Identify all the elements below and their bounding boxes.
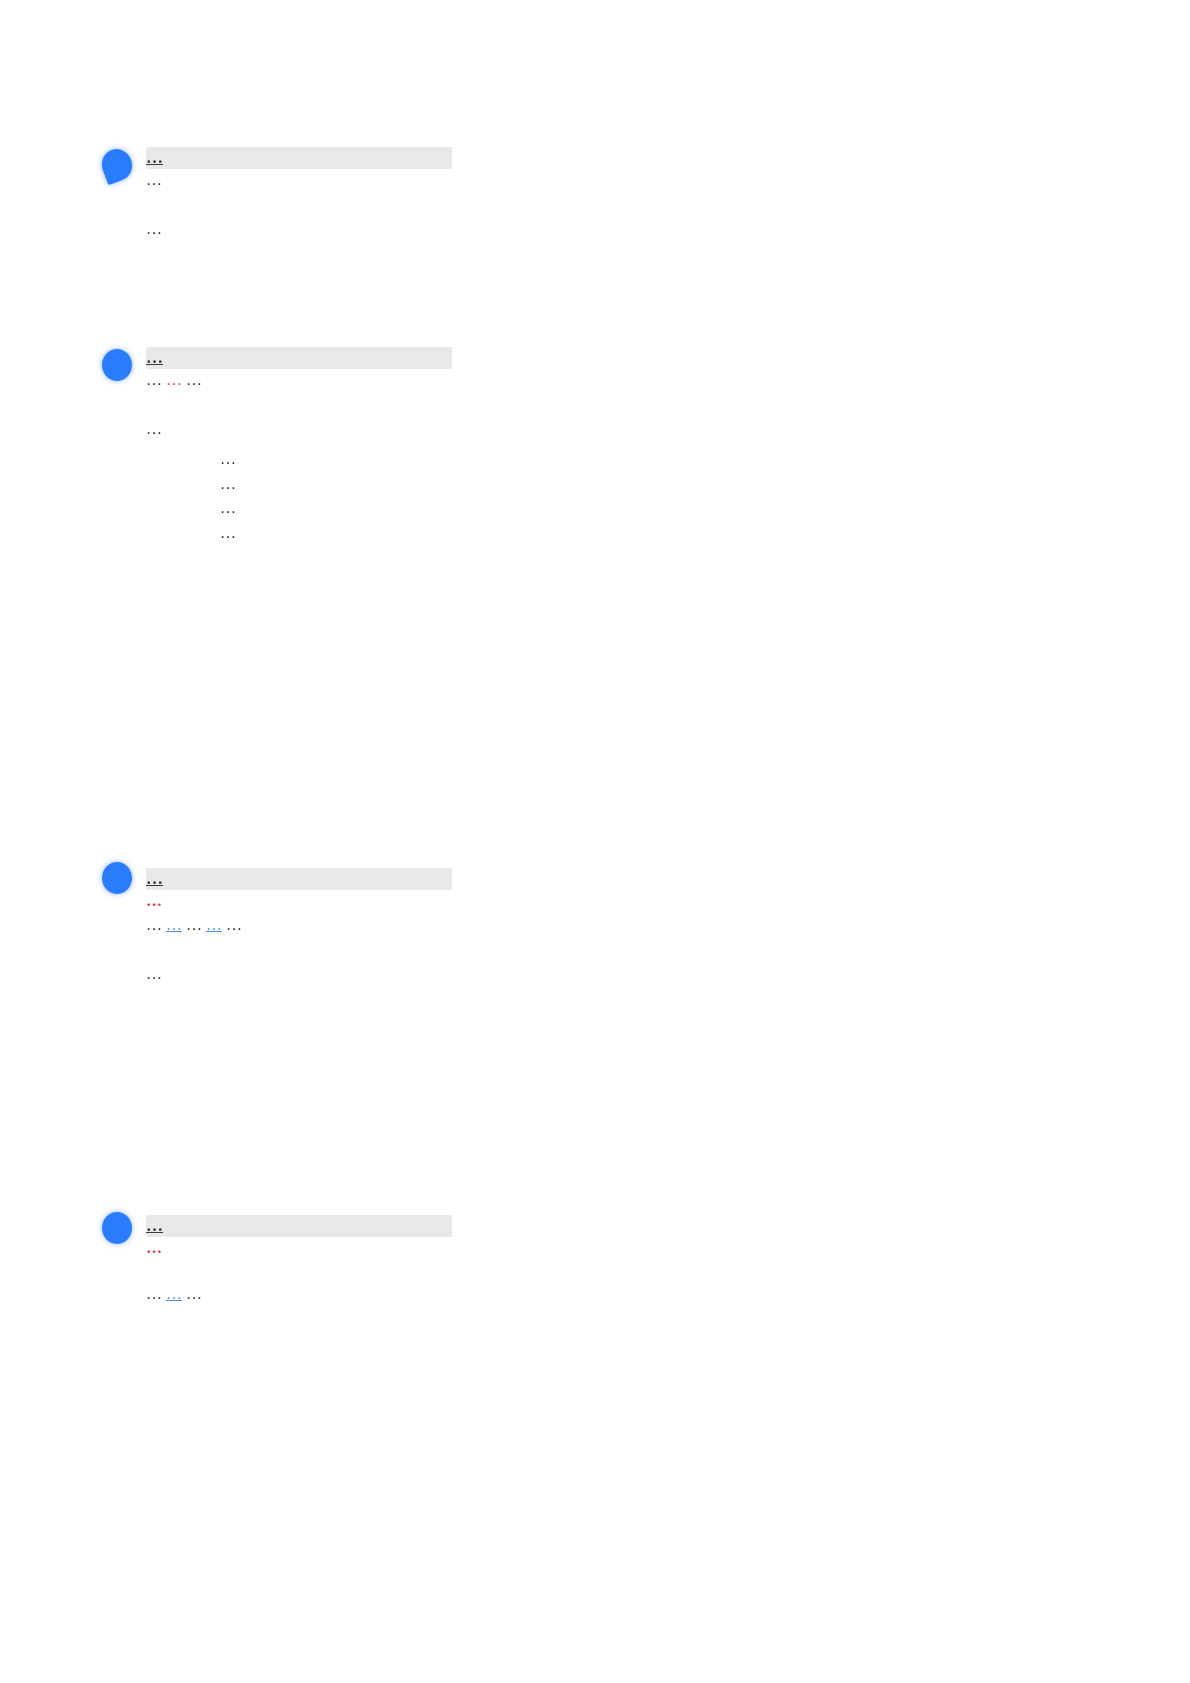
highlighted-text: … — [166, 372, 182, 389]
paragraph-text: … — [186, 917, 202, 934]
section-list — [220, 448, 1056, 546]
section-heading: … — [146, 347, 452, 369]
comment-marker-icon[interactable] — [102, 349, 132, 381]
section-subheading: … — [146, 1240, 162, 1257]
list-intro: … — [146, 420, 162, 438]
paragraph-text: … — [146, 372, 162, 389]
section-heading: … — [146, 1215, 452, 1237]
section-subheading: … — [146, 893, 162, 910]
section-paragraph: … — [146, 172, 162, 189]
section-paragraph: … — [146, 965, 162, 983]
paragraph-text: … — [186, 372, 202, 389]
section-3 — [146, 868, 1056, 1011]
comment-marker-icon[interactable] — [102, 862, 132, 894]
paragraph-text: … — [146, 917, 162, 934]
comment-marker-icon[interactable] — [102, 1212, 132, 1244]
list-item: … — [220, 524, 236, 542]
section-4 — [146, 1215, 1056, 1332]
section-heading: … — [146, 868, 452, 890]
section-paragraph — [146, 914, 1056, 939]
section-paragraph — [146, 1283, 1056, 1308]
paragraph-text: … — [146, 1286, 162, 1303]
section-paragraph — [146, 369, 1056, 394]
list-item: … — [220, 475, 236, 493]
inline-link[interactable]: … — [166, 917, 182, 934]
section-paragraph: … — [146, 220, 162, 238]
section-heading: … — [146, 147, 452, 169]
section-2 — [146, 347, 1056, 546]
paragraph-text: … — [186, 1286, 202, 1303]
list-item: … — [220, 451, 236, 468]
paragraph-text: … — [226, 917, 242, 934]
section-1 — [146, 147, 1056, 266]
list-item: … — [220, 500, 236, 517]
inline-link[interactable]: … — [166, 1286, 182, 1303]
inline-link[interactable]: … — [206, 917, 222, 934]
comment-marker-icon[interactable] — [97, 145, 136, 185]
